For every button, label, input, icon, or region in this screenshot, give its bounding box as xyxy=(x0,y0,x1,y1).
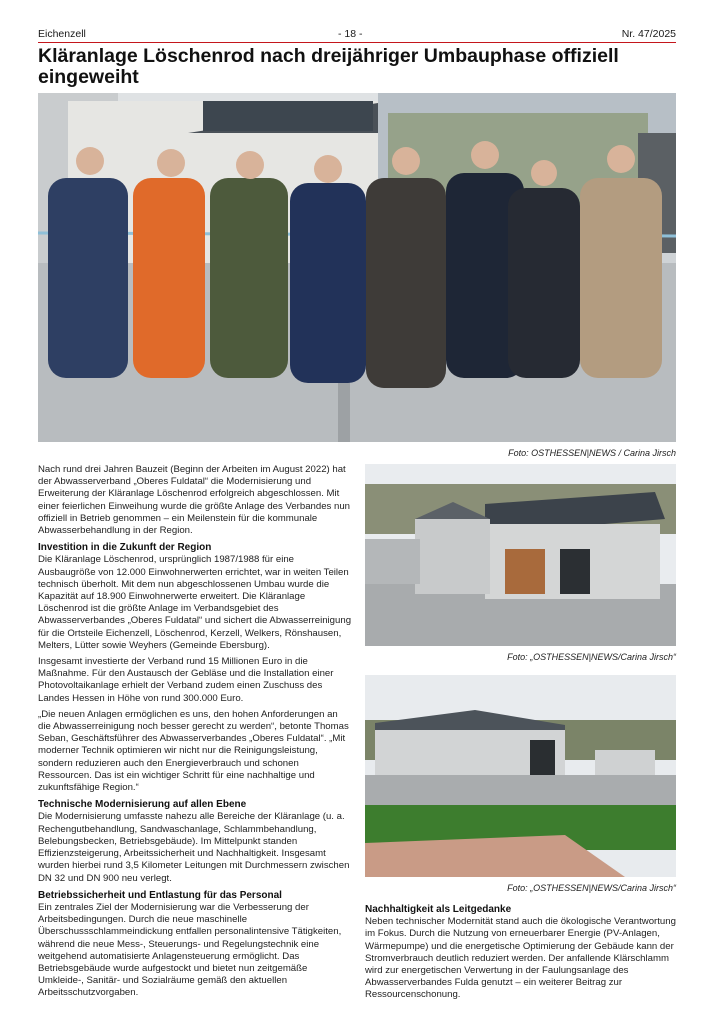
page-number: - 18 - xyxy=(338,28,363,40)
building-photo-2 xyxy=(365,675,676,877)
section-heading-safety: Betriebssicherheit und Entlastung für das Personal xyxy=(38,889,282,901)
investment-quote: „Die neuen Anlagen ermöglichen es uns, den hohen Anforderungen an die Abwasserreinigung noch besser gerecht zu werden“, betonte Thomas Seban, Geschäftsführer des Abwasserverbandes „Oberes Fuldatal“. „Mit moderner Technik optimieren wir nicht nur die Reinigungsleistung, sondern reduzieren auch den Energieverbrauch und schonen Ressourcen. Das ist ein wichtiger Schritt für eine nachhaltige und zukunftsfähige Region.“ xyxy=(38,708,349,794)
main-photo-caption: Foto: OSTHESSEN|NEWS / Carina Jirsch xyxy=(508,448,676,458)
building-photo-1-caption: Foto: „OSTHESSEN|NEWS/Carina Jirsch“ xyxy=(507,652,676,662)
intro-paragraph: Nach rund drei Jahren Bauzeit (Beginn der Arbeiten im August 2022) hat der Abwasserverband „Oberes Fuldatal“ die Modernisierung und Erweiterung der Kläranlage Löschenrod erfolgreich abgeschlossen. Mit einer feierlichen Einweihung wurde die größte Anlage des Verbandes nun offiziell in Betrieb genommen – ein Meilenstein für die kommunale Abwasserbehandlung in der Region. xyxy=(38,464,351,537)
header-rule xyxy=(38,42,676,43)
investment-paragraph-2: Insgesamt investierte der Verband rund 15 Millionen Euro in die Maßnahme. Für den Austausch der Gebläse und die Installation einer Photovoltaikanlage erhielt der Verband zudem einen Zuschuss des Landes Hessen in Höhe von rund 300.000 Euro. xyxy=(38,656,334,704)
article-left-column xyxy=(38,464,352,1004)
building-image-1 xyxy=(365,464,676,646)
building-image-2 xyxy=(365,675,676,877)
headline: Kläranlage Löschenrod nach dreijähriger Umbauphase offiziell eingeweiht xyxy=(38,45,619,88)
safety-paragraph: Ein zentrales Ziel der Modernisierung war die Verbesserung der Arbeitsbedingungen. Durch die neue maschinelle Überschussschlammeindickung entfallen personalintensive Tätigkeiten, während die neue Mess-, Steuerungs- und Regelungstechnik eine weitgehend automatisierte Anlagensteuerung ermöglicht. Das Betriebsgebäude wurde aufgestockt und bietet nun zeitgemäße Umkleide-, Sanitär- und Sozialräume gemäß den aktuellen Arbeitsschutzvorgaben. xyxy=(38,901,342,999)
building-photo-1 xyxy=(365,464,676,646)
section-heading-investment: Investition in die Zukunft der Region xyxy=(38,542,212,554)
building-photo-2-caption: Foto: „OSTHESSEN|NEWS/Carina Jirsch“ xyxy=(507,883,676,893)
investment-paragraph-1: Die Kläranlage Löschenrod, ursprünglich 1987/1988 für eine Ausbaugröße von 12.000 Einwohnerwerten errichtet, war in weiten Teilen technisch überholt. Mit dem nun abgeschlossenen Umbau wurde die Kapazität auf 18.900 Einwohnerwerte erweitert. Die Kläranlage Löschenrod ist die größte Anlage im Verbandsgebiet des Abwasserverbandes „Oberes Fuldatal“ und sichert die Abwasserreinigung für die Ortsteile Eichenzell, Löschenrod, Kerzell, Welkers, Rönshausen, Melters, Lütter sowie Weyhers (Gemeinde Ebersburg). xyxy=(38,554,352,651)
ribbon-cutting-image xyxy=(38,93,676,442)
issue-number: Nr. 47/2025 xyxy=(621,28,676,40)
sustainability-paragraph: Neben technischer Modernität stand auch die ökologische Verantwortung im Fokus. Durch die Nutzung von erneuerbarer Energie (PV-Anlagen, Wärmepumpe) und die energetische Optimierung der Gebäude kann der Stromverbrauch deutlich reduziert werden. Der anfallende Klärschlamm wird zur energetischen Verwertung in der Faulungsanlage des Abwasserverbandes Fulda genutzt – ein weiterer Beitrag zur Ressourcenschonung. xyxy=(365,916,676,1001)
section-name: Eichenzell xyxy=(38,28,86,40)
main-photo xyxy=(38,93,676,442)
section-heading-sustainability: Nachhaltigkeit als Leitgedanke xyxy=(365,904,512,915)
section-heading-technical: Technische Modernisierung auf allen Ebene xyxy=(38,799,247,811)
technical-paragraph: Die Modernisierung umfasste nahezu alle Bereiche der Kläranlage (u. a. Rechengutbehandlung, Sandwaschanlage, Schlammbehandlung, Belebungsbecken, Betriebsgebäude). Im Mittelpunkt standen Effizienzsteigerung, Arbeitssicherheit und Nachhaltigkeit. Insgesamt wurden hierbei rund 3,5 Kilometer Leitungen mit Durchmessern zwischen DN 32 und DN 900 neu verlegt. xyxy=(38,811,350,884)
page-header xyxy=(38,28,676,42)
article-right-column xyxy=(365,904,676,1006)
